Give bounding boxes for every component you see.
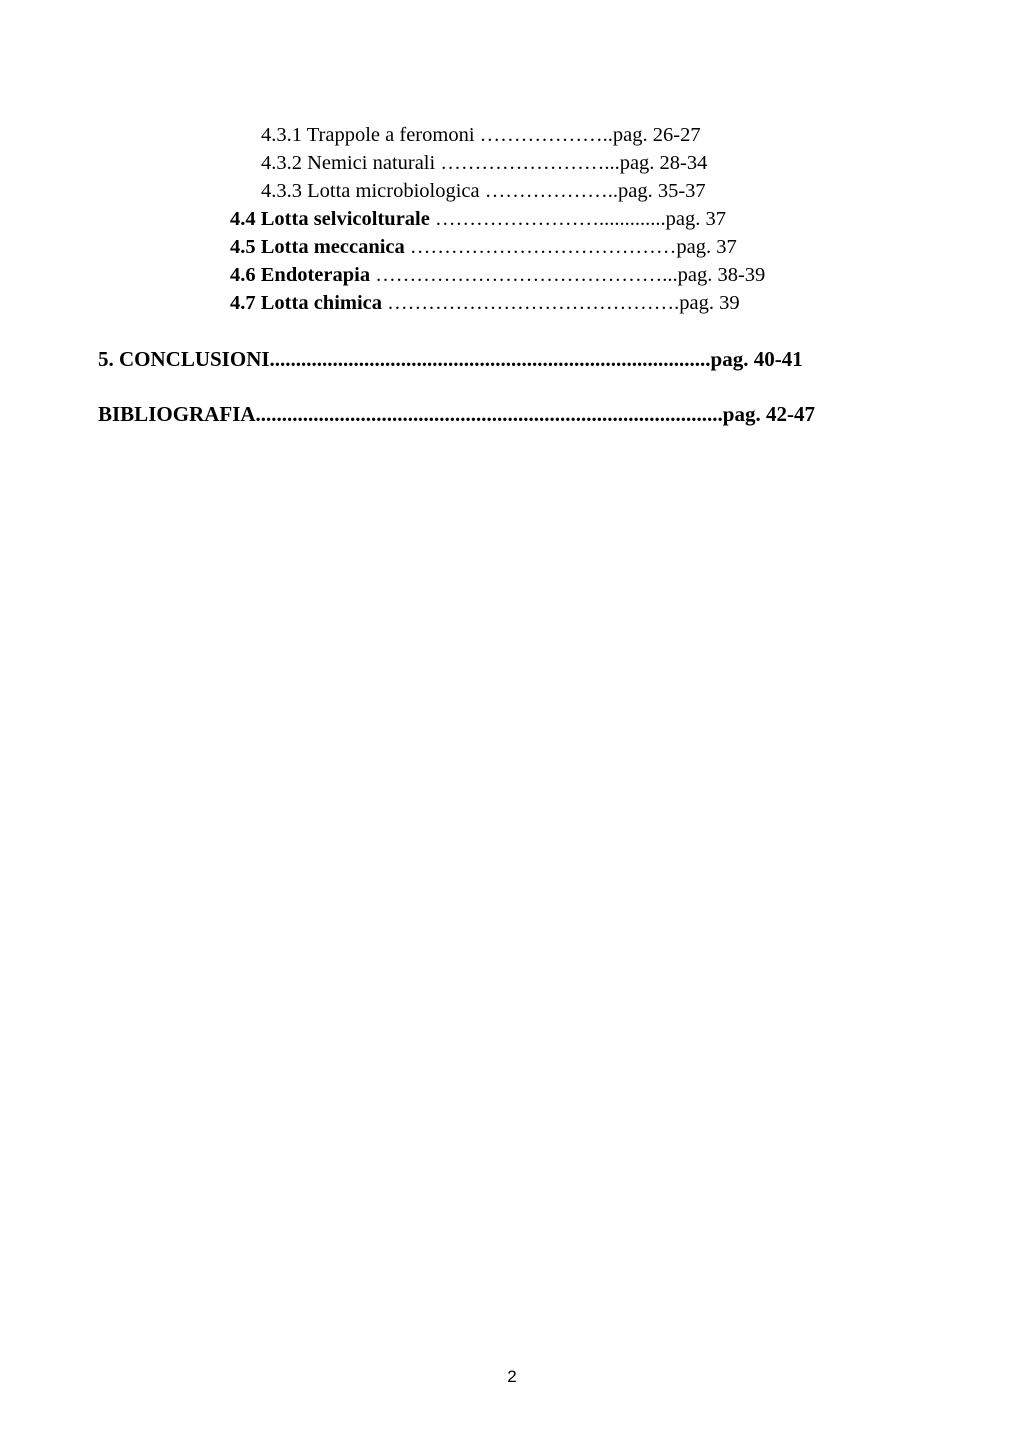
- toc-entry-4-3-2: 4.3.2 Nemici naturali ……………………...pag. 28-34: [261, 152, 708, 174]
- toc-section-title: 4.7 Lotta chimica: [230, 292, 383, 314]
- toc-section-title: 4.6 Endoterapia: [230, 264, 371, 286]
- toc-entry-4-3-1: 4.3.1 Trappole a feromoni ………………..pag. 26-27: [261, 124, 701, 146]
- toc-entry-4-3-3: 4.3.3 Lotta microbiologica ………………..pag. 35-37: [261, 180, 706, 202]
- toc-chapter-conclusioni: 5. CONCLUSIONI....................................................................................pag. 40-41: [98, 347, 803, 371]
- toc-entry-4-4: [230, 207, 726, 231]
- page-number: 2: [507, 1367, 517, 1386]
- toc-leader: …………………………………pag. 37: [404, 236, 737, 258]
- toc-leader: …………………………………….pag. 39: [382, 292, 740, 314]
- toc-section-title: 4.4 Lotta selvicolturale: [230, 208, 430, 230]
- toc-entry-4-6: [230, 263, 765, 287]
- toc-entry-4-5: [230, 235, 737, 259]
- toc-leader: ……………………………………...pag. 38-39: [370, 264, 766, 286]
- toc-leader: …………………….............pag. 37: [429, 208, 726, 230]
- toc-entry-4-7: [230, 291, 740, 315]
- toc-section-title: 4.5 Lotta meccanica: [230, 236, 405, 258]
- toc-chapter-bibliografia: BIBLIOGRAFIA.........................................................................................pag. 42-47: [98, 402, 815, 426]
